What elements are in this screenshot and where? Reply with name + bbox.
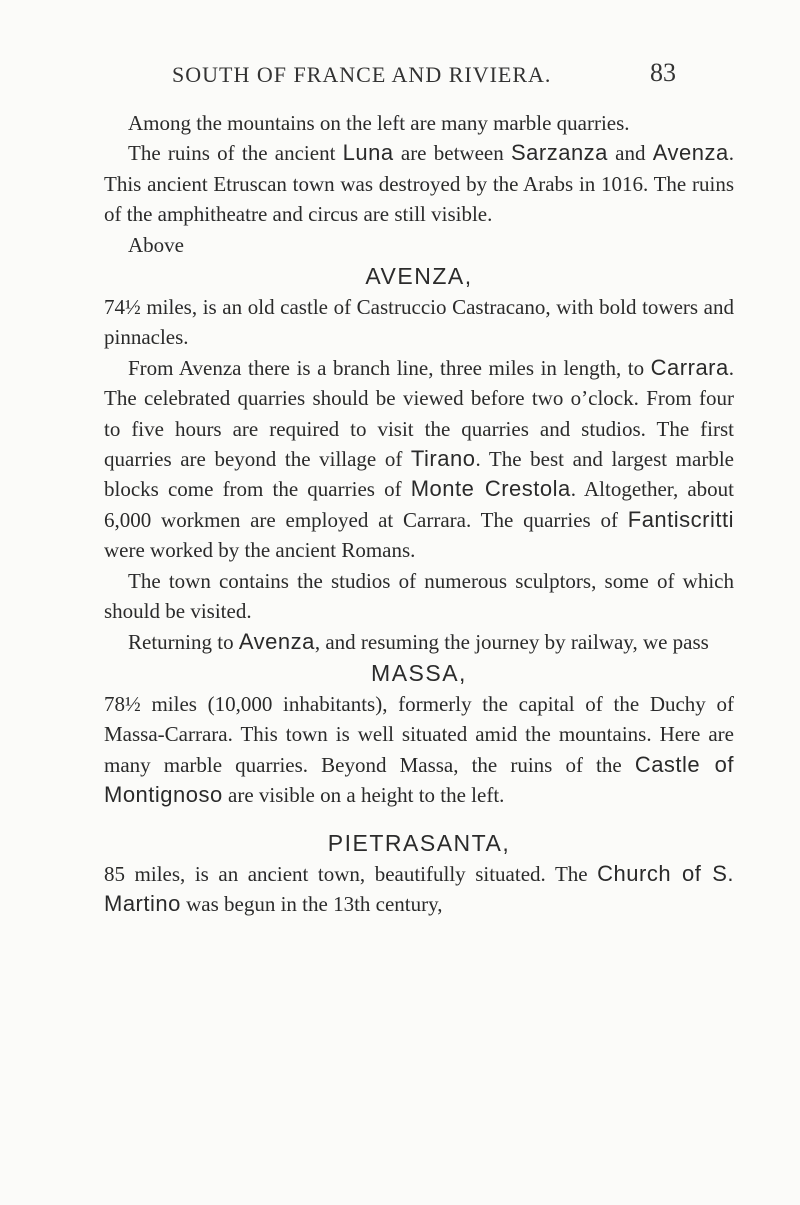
place-name-fantiscritti: Fantiscritti	[627, 506, 734, 532]
text-run: . The best and largest marble blocks come from the quarries of	[104, 447, 734, 502]
text-run: , and resuming the journey by railway, we pass	[314, 629, 709, 654]
text-run: . This ancient Etruscan town was destroyed by the Arabs in 1016. The ruins of the amphitheatre and circus are still visible.	[104, 141, 734, 227]
place-name-monte-crestola: Monte Crestola	[410, 476, 571, 502]
text-run: and	[607, 141, 653, 166]
place-name-avenza: Avenza	[652, 140, 729, 166]
place-name-church-of-s-martino: Church of S. Martino	[104, 860, 735, 916]
text-run: The ruins of the ancient	[128, 141, 343, 166]
running-head: SOUTH OF FRANCE AND RIVIERA.	[172, 62, 552, 87]
paragraph-luna-ruins	[104, 138, 734, 229]
heading-avenza: AVENZA,	[365, 263, 473, 290]
paragraph-pietrasanta	[104, 859, 734, 920]
place-name-carrara: Carrara	[650, 354, 729, 380]
text-run: are visible on a height to the left.	[222, 783, 505, 808]
page-number: 83	[650, 58, 676, 87]
text-run: are between	[393, 141, 511, 166]
text-run: was begun in the 13th century,	[180, 891, 443, 916]
paragraph-avenza-castle: 74½ miles, is an old castle of Castruccio Castracano, with bold towers and pinnacles.	[104, 295, 734, 350]
paragraph-returning	[104, 627, 734, 657]
heading-massa: MASSA,	[371, 659, 467, 686]
place-name-tirano: Tirano	[410, 446, 476, 472]
text-run: 78½ miles (10,000 inhabitants), formerly the capital of the Duchy of Massa-Carrara. This town is well situated amid the mountains. Here are many marble quarries. Beyond Massa, the ruins of the	[104, 691, 734, 777]
text-run: From Avenza there is a branch line, three miles in length, to	[128, 355, 651, 380]
place-name-castle-of-montignoso: Castle of Montignoso	[104, 751, 734, 808]
body-text	[104, 108, 734, 919]
paragraph-sculptors: The town contains the studios of numerous sculptors, some of which should be visited.	[104, 568, 734, 624]
paragraph-above: Above	[128, 232, 184, 257]
text-run: were worked by the ancient Romans.	[104, 538, 416, 563]
place-name-sarzanza: Sarzanza	[510, 140, 608, 166]
paragraph-massa	[104, 689, 734, 811]
heading-pietrasanta: PIETRASANTA,	[327, 829, 511, 856]
place-name-avenza: Avenza	[238, 628, 315, 654]
text-run: Returning to	[128, 629, 239, 654]
paragraph-carrara	[104, 353, 734, 566]
text-run: . The celebrated quarries should be viewed before two o’clock. From four to five hours are required to visit the quarries and studios. The first quarries are beyond the village of	[104, 355, 734, 472]
place-name-luna: Luna	[342, 140, 394, 166]
text-run: . Altogether, about 6,000 workmen are employed at Carrara. The quarries of	[104, 477, 734, 532]
text-run: 85 miles, is an ancient town, beautifully situated. The	[104, 861, 598, 886]
paragraph-marble-quarries: Among the mountains on the left are many marble quarries.	[128, 111, 630, 135]
